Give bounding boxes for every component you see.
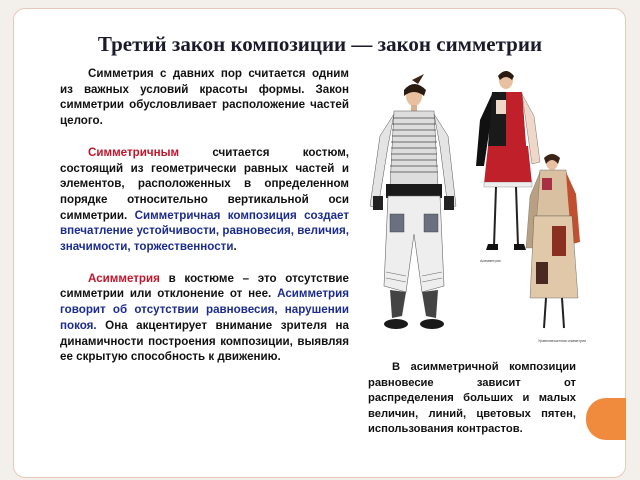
paragraph-symmetry-intro: Симметрия с давних пор считается одним из важных условий красоты формы. Закон симметрии обусловливает расположение частей целого. [60,67,349,128]
slide-title: Третий закон композиции — закон симметрии [97,32,543,56]
paragraph-asymmetry-end: Она акцентирует внимание зрителя на динамичности построения композиции, выявляя ее скрытую способность к движению. [60,318,349,364]
decorative-tab [586,398,626,440]
paragraph-asymmetry-text: в костюме – это отсутствие симметрии или отклонение от нее. [60,271,349,301]
body-text [60,66,349,381]
illustration-caption: В асимметричной композиции равновесие зависит от распределения больших и малых величин, линий, цветовых пятен, использования контрастов. [368,361,576,436]
balanced-figure-label: Уравновешенная симметрия [538,339,586,343]
symmetric-costume-figure [370,74,456,329]
term-asymmetry: Асимметрия [88,271,160,285]
paragraph-asymmetry [60,271,349,365]
paragraph-symmetric-text: считается костюм, состоящий из геометрически равных частей и элементов, расположенных в определенном порядке относительно вертикальной оси симметрии. [60,145,349,222]
balanced-costume-figure [526,154,586,343]
term-symmetric: Симметричным [88,145,180,159]
paragraph-symmetric-end: . [233,240,237,254]
asymmetric-figure-label: Асимметрия [480,259,501,263]
costume-illustrations [356,66,586,362]
costume-sketches [356,66,586,362]
paragraph-symmetric [60,145,349,255]
paragraph-symmetric-highlight: Симметричная композиция создает впечатление устойчивости, равновесия, величия, значимости, торжественности [60,208,349,254]
paragraph-asymmetry-highlight: Асимметрия говорит об отсутствии равновесия, нарушении покоя. [60,287,349,332]
